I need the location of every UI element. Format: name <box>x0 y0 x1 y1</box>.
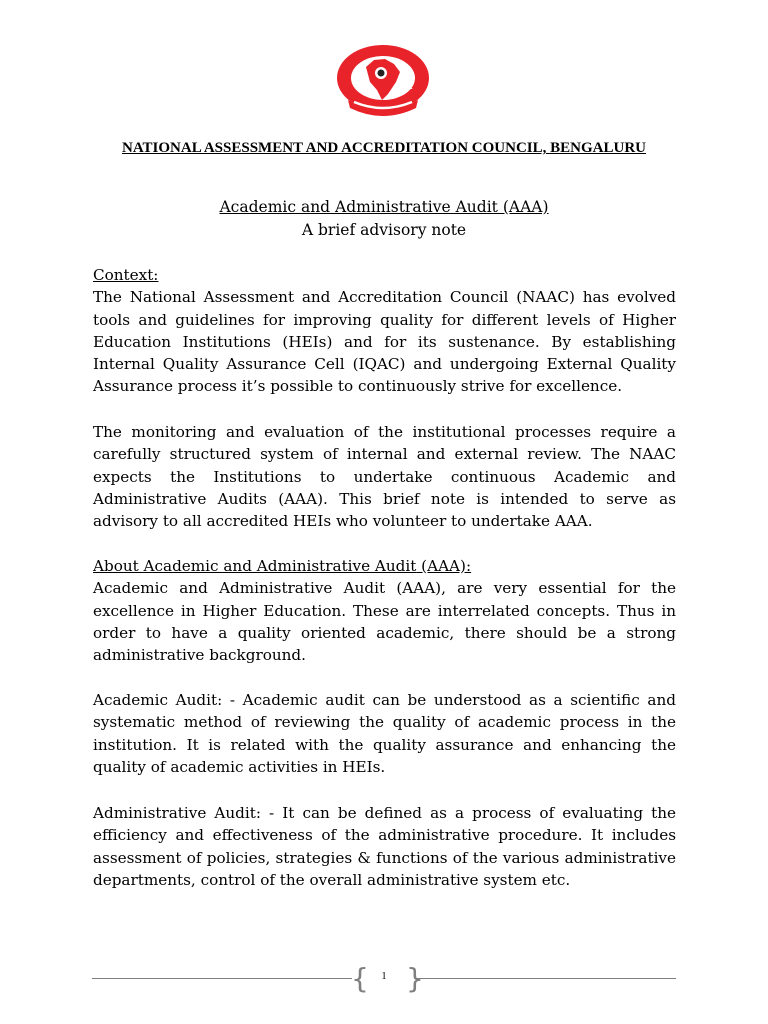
naac-logo <box>330 42 436 118</box>
org-name-inline: The National Assessment and Accreditation Council <box>93 288 509 307</box>
footer-brace-left-icon: { <box>351 962 369 995</box>
about-section <box>93 555 676 666</box>
context-paragraph-1: The National Assessment and Accreditation Council (NAAC) has evolved tools and guidelines for improving quality for different levels of Higher Education Institutions (HEIs) and for its sustenance. By establishing Internal Quality Assurance Cell (IQAC) and undergoing External Quality Assurance process it’s possible to continuously strive for excellence. <box>93 288 676 396</box>
footer-rule-left <box>92 978 352 979</box>
footer-rule-right <box>416 978 676 979</box>
context-heading: Context: <box>93 266 159 284</box>
administrative-audit-term: Administrative Audit: <box>93 804 261 822</box>
academic-audit-term: Academic Audit: <box>93 691 223 709</box>
svg-text:NAAC: NAAC <box>394 84 413 91</box>
org-header: NATIONAL ASSESSMENT AND ACCREDITATION COUNCIL, BENGALURU <box>122 140 646 156</box>
footer-brace-right-icon: } <box>406 962 424 995</box>
about-paragraph: Academic and Administrative Audit (AAA), are very essential for the excellence in Higher Education. These are interrelated concepts. Thus in order to have a quality oriented academic, there should be a strong administrative background. <box>93 579 677 665</box>
context-paragraph-2: The monitoring and evaluation of the institutional processes require a carefully structured system of internal and external review. The NAAC expects the Institutions to undertake continuous Academic and Administrative Audits (AAA). This brief note is intended to serve as advisory to all accredited HEIs who volunteer to undertake AAA. <box>93 423 676 531</box>
document-title: Academic and Administrative Audit (AAA) <box>219 198 549 216</box>
context-section <box>93 264 676 398</box>
academic-audit-paragraph: Academic Audit: - Academic audit can be understood as a scientific and systematic method of reviewing the quality of academic process in the institution. It is related with the quality assurance and enhancing the quality of academic activities in HEIs. <box>93 691 676 776</box>
administrative-audit-paragraph: Administrative Audit: - It can be defined as a process of evaluating the efficiency and effectiveness of the administrative procedure. It includes assessment of policies, strategies & functions of the various administrative departments, control of the overall administrative system etc. <box>93 804 676 889</box>
document-subtitle: A brief advisory note <box>301 221 467 239</box>
page-number: 1 <box>381 971 387 982</box>
about-heading: About Academic and Administrative Audit (AAA): <box>93 557 472 575</box>
